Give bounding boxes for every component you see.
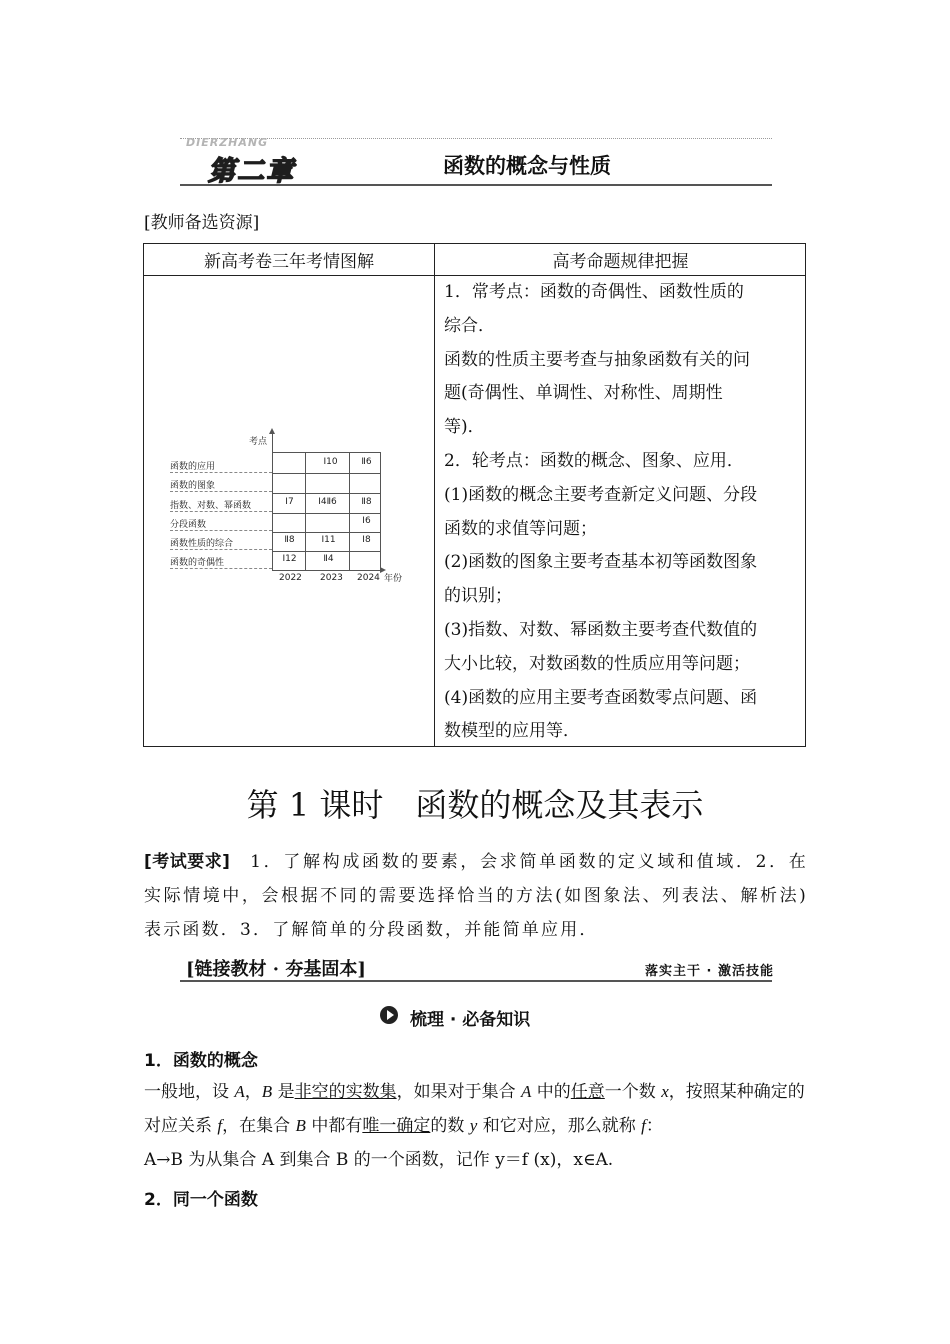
rules-line: 函数的求值等问题； (444, 518, 597, 539)
section-title: [链接教材 · 夯基固本] (186, 959, 366, 980)
play-badge-icon (380, 1006, 398, 1024)
chart-row-label: 函数的图象 (170, 481, 216, 491)
chart-cell: Ⅰ7 (285, 497, 294, 507)
exam-requirements (144, 845, 808, 947)
rules-line: 1．常考点：函数的奇偶性、函数性质的 (444, 282, 744, 302)
chart-row-label: 函数的奇偶性 (170, 558, 225, 568)
chart-cell: Ⅰ6 (362, 516, 371, 526)
chapter-underline (180, 184, 772, 186)
underlined-term: 唯一确定 (362, 1116, 431, 1136)
function-definition: 一般地，设 A，B 是非空的实数集，如果对于集合 A 中的任意一个数 x，按照某种确定的对应关系 f，在集合 B 中都有唯一确定的数 y 和它对应，那么就称 f： A→B 为从集合 A 到集合 B 的一个函数，记作 y＝f (x)，x∈A. (144, 1082, 805, 1170)
rules-line: 题(奇偶性、单调性、对称性、周期性 (444, 383, 723, 404)
chart-cell: Ⅱ8 (284, 535, 295, 545)
rules-line: 等)． (444, 417, 485, 438)
chart-x-tick: 2022 (279, 573, 302, 583)
rules-text (444, 276, 796, 749)
rules-line: (2)函数的图象主要考查基本初等函数图象 (444, 552, 758, 573)
rules-line: (3)指数、对数、幂函数主要考查代数值的 (444, 619, 758, 640)
exam-text: 1．了解构成函数的要素，会求简单函数的定义域和值域．2．在实际情境中，会根据不同的需要选择恰当的方法(如图象法、列表法、解析法)表示函数．3．了解简单的分段函数，并能简单应用． (144, 852, 809, 940)
chart-cell: Ⅱ6 (361, 457, 372, 467)
rules-line: 函数的性质主要考查与抽象函数有关的问 (444, 349, 750, 370)
chapter-title: 函数的概念与性质 (443, 153, 611, 178)
chart-row-label: 函数的应用 (170, 462, 216, 472)
chart-row-label: 函数性质的综合 (170, 539, 234, 549)
chart-row-label: 分段函数 (170, 520, 207, 530)
subsection-title: 梳理 · 必备知识 (410, 1010, 531, 1030)
chart-cell: Ⅰ12 (282, 554, 297, 564)
rules-line: 大小比较，对数函数的性质应用等问题； (444, 653, 750, 674)
rules-line: 2．轮考点：函数的概念、图象、应用． (444, 450, 744, 471)
table-header-right: 高考命题规律把握 (552, 252, 689, 272)
rules-line: (1)函数的概念主要考查新定义问题、分段 (444, 484, 758, 505)
table-header-left: 新高考卷三年考情图解 (204, 252, 374, 272)
section-subtitle: 落实主干 · 激活技能 (645, 964, 774, 979)
table-divider-vertical (434, 243, 435, 747)
rules-line: (4)函数的应用主要考查函数零点问题、函 (444, 687, 758, 708)
resource-tag: [教师备选资源] (144, 213, 260, 233)
section-underline (180, 980, 772, 982)
rules-line: 综合． (444, 315, 495, 336)
chapter-pinyin: DIERZHANG (186, 136, 269, 149)
chart-y-label: 考点 (249, 437, 268, 447)
chart-cell: Ⅰ4Ⅱ6 (318, 497, 337, 507)
chart-cell: Ⅱ8 (361, 497, 372, 507)
rules-line: 的识别； (444, 586, 512, 607)
exam-label: [考试要求] (144, 852, 230, 872)
heading-same-function: 2．同一个函数 (144, 1190, 258, 1210)
chart-x-tick: 2024 (357, 573, 380, 583)
chart-cell: Ⅰ11 (321, 535, 336, 545)
heading-function-concept: 1．函数的概念 (144, 1051, 258, 1071)
underlined-term: 非空的实数集 (294, 1082, 397, 1102)
underlined-term: 任意 (570, 1082, 605, 1102)
chart-x-tick: 2023 (320, 573, 343, 583)
chart-row-label: 指数、对数、幂函数 (170, 501, 252, 511)
header-dotted-rule (180, 138, 772, 139)
lesson-title: 第 1 课时 函数的概念及其表示 (246, 786, 704, 824)
chart-cell: Ⅰ10 (323, 457, 338, 467)
chart-x-label: 年份 (384, 574, 403, 584)
chapter-number: 第二章 (208, 156, 295, 187)
rules-line: 数模型的应用等． (444, 721, 580, 742)
chart-cell: Ⅰ8 (362, 535, 371, 545)
chart-cell: Ⅱ4 (323, 554, 334, 564)
